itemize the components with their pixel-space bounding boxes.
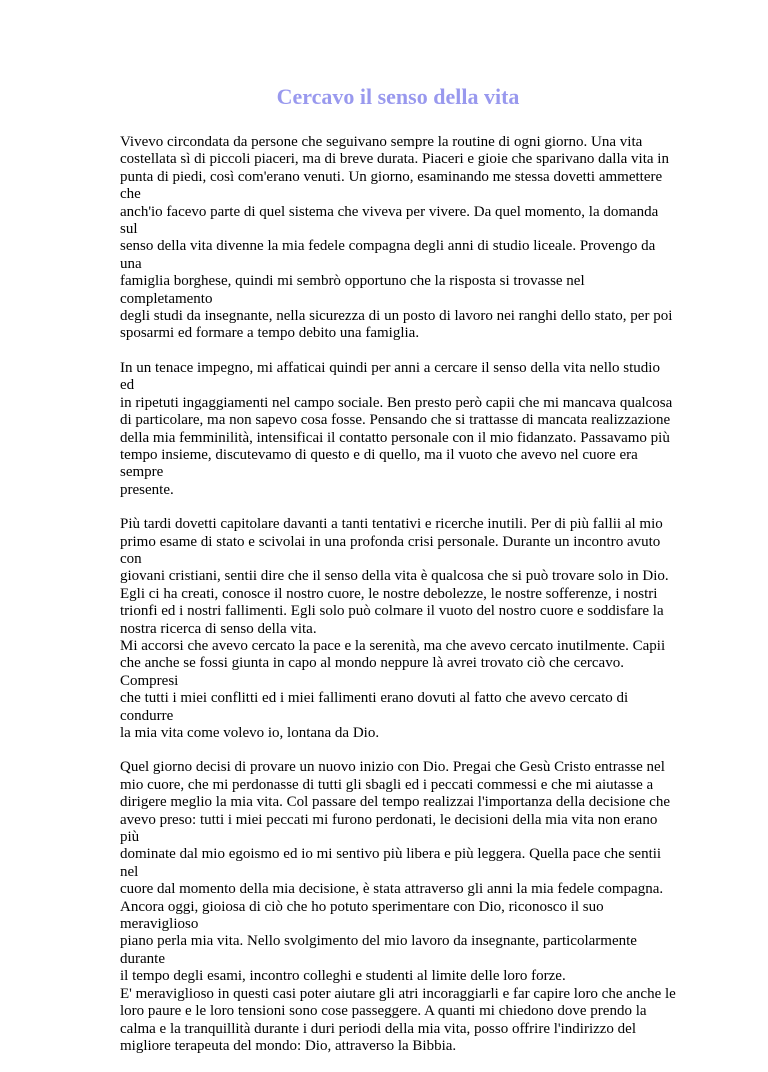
document-title: Cercavo il senso della vita xyxy=(276,84,520,109)
paragraph-4: Quel giorno decisi di provare un nuovo inizio con Dio. Pregai che Gesù Cristo entrasse nel mio cuore, che mi perdonasse di tutti gli sbagli ed i peccati commessi e che mi aiutasse a dirigere meglio la mia vita. Col passare del tempo realizzai l'importanza della decisione che avevo preso: tutti i miei peccati mi furono perdonati, le decisioni della mia vita non erano più dominate dal mio egoismo ed io mi sentivo più libera e più leggera. Quella pace che sentii nel cuore dal momento della mia decisione, è stata attraverso gli anni la mia fedele compagna. Ancora oggi, gioiosa di ciò che ho potuto sperimentare con Dio, riconosco il suo meraviglioso piano perla mia vita. Nello svolgimento del mio lavoro da insegnante, particolarmente durante il tempo degli esami, incontro colleghi e studenti al limite delle loro forze. E' meraviglioso in questi casi poter aiutare gli atri incoraggiarli e far capire loro che anche le loro paure e le loro tensioni sono cose passeggere. A quanti mi chiedono dove prendo la calma e la tranquillità durante i duri periodi della mia vita, posso offrire l'indirizzo del migliore terapeuta del mondo: Dio, attraverso la Bibbia. xyxy=(120,759,676,1054)
paragraph-3: Più tardi dovetti capitolare davanti a tanti tentativi e ricerche inutili. Per di più fallii al mio primo esame di stato e scivolai in una profonda crisi personale. Durante un incontro avuto con giovani cristiani, sentii dire che il senso della vita è qualcosa che si può trovare solo in Dio. Egli ci ha creati, conosce il nostro cuore, le nostre debolezze, le nostre sofferenze, i nostri trionfi ed i nostri fallimenti. Egli solo può colmare il vuoto del nostro cuore e soddisfare la nostra ricerca di senso della vita. Mi accorsi che avevo cercato la pace e la serenità, ma che avevo cercato inutilmente. Capii che anche se fossi giunta in capo al mondo neppure là avrei trovato ciò che cercavo. Compresi che tutti i miei conflitti ed i miei fallimenti erano dovuti al fatto che avevo cercato di condurre la mia vita come volevo io, lontana da Dio. xyxy=(120,516,669,741)
document-page xyxy=(120,82,676,1072)
paragraph-1: Vivevo circondata da persone che seguivano sempre la routine di ogni giorno. Una vita costellata sì di piccoli piaceri, ma di breve durata. Piaceri e gioie che sparivano dalla vita in punta di piedi, così com'erano venuti. Un giorno, esaminando me stessa dovetti ammettere che anch'io facevo parte di quel sistema che viveva per vivere. Da quel momento, la domanda sul senso della vita divenne la mia fedele compagna degli anni di studio liceale. Provengo da una famiglia borghese, quindi mi sembrò opportuno che la risposta si trovasse nel completamento degli studi da insegnante, nella sicurezza di un posto di lavoro nei ranghi dello stato, per poi sposarmi ed formare a tempo debito una famiglia. xyxy=(120,134,673,342)
paragraph-2: In un tenace impegno, mi affaticai quindi per anni a cercare il senso della vita nello studio ed in ripetuti ingaggiamenti nel campo sociale. Ben presto però capii che mi mancava qualcosa di particolare, ma non sapevo cosa fosse. Pensando che si trattasse di mancata realizzazione della mia femminilità, intensificai il contatto personale con il mio fidanzato. Passavamo più tempo insieme, discutevamo di questo e di quello, ma il vuoto che avevo nel cuore era sempre presente. xyxy=(120,359,673,498)
